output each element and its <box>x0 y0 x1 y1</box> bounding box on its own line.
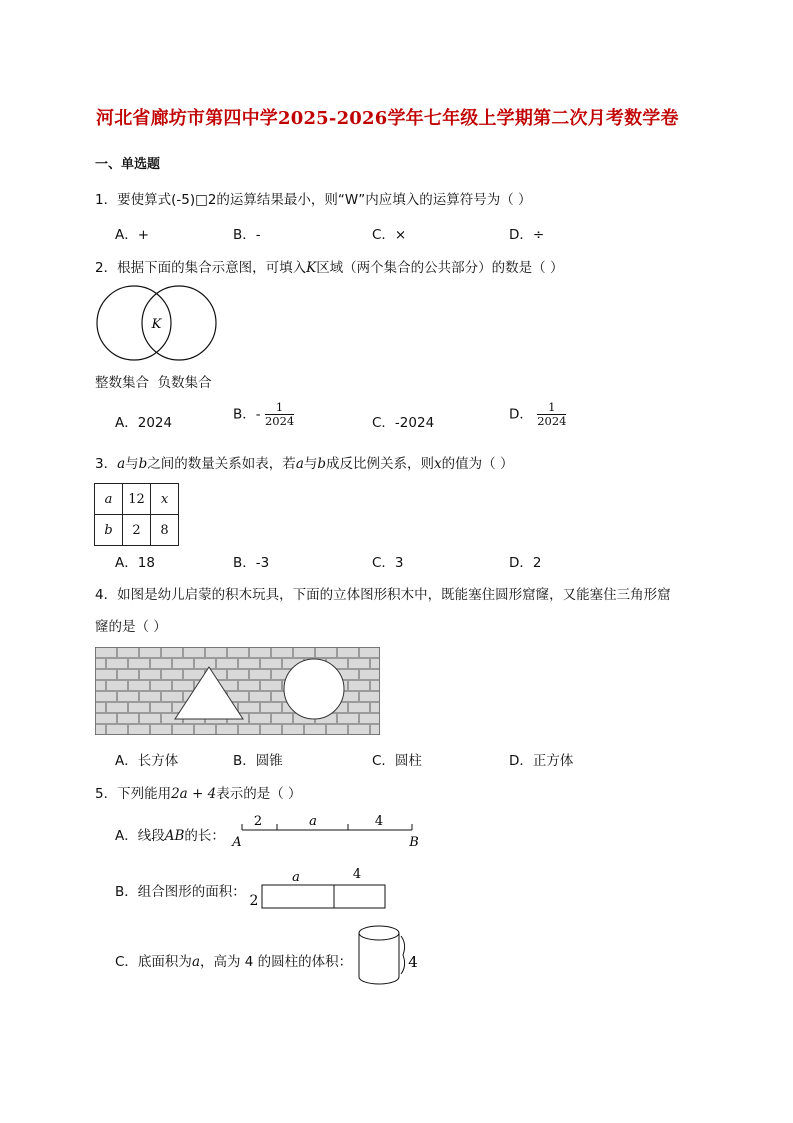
q3-text-4: 的值为（ ） <box>441 456 514 472</box>
q5-option-c-pre: C．底面积为 <box>115 954 192 970</box>
table-cell: x <box>151 484 179 515</box>
q1-option-d: D．÷ <box>509 227 545 243</box>
q5-option-a-suffix: 的长： <box>184 828 225 844</box>
q5-stem-post: 表示的是（ ） <box>216 786 302 802</box>
q1-option-a: A．+ <box>115 227 150 243</box>
q5-option-b-label: B．组合图形的面积： <box>115 884 246 900</box>
q2-option-b-numerator: 1 <box>265 401 294 415</box>
table-row <box>95 484 179 515</box>
q3-var-b: b <box>138 456 148 472</box>
q3-number: 3． <box>95 456 118 472</box>
q2-option-b <box>233 401 294 428</box>
q3-text-1: 与 <box>125 456 139 472</box>
cylinder-height-label: 4 <box>408 953 418 971</box>
q5-stem-pre: 5．下列能用 <box>95 786 172 802</box>
q2-option-d-prefix: D． <box>509 406 533 423</box>
segment-label-left: 2 <box>253 814 263 829</box>
q3-text-3: 成反比例关系，则 <box>326 456 435 472</box>
question-2-stem <box>95 256 563 276</box>
q2-option-d-fraction <box>537 401 566 428</box>
q5-option-c-var: a <box>191 954 200 970</box>
rect-side-label: 2 <box>249 893 259 909</box>
q4-option-b: B．圆锥 <box>233 753 283 769</box>
q2-stem-var: K <box>306 260 317 276</box>
question-3-stem <box>95 452 513 472</box>
section-heading: 一、单选题 <box>95 157 161 172</box>
q3-text-2: 之间的数量关系如表，若 <box>147 456 296 472</box>
venn-label-k: K <box>151 317 162 332</box>
rect-top-label-4: 4 <box>352 867 362 882</box>
table-cell: 12 <box>123 484 151 515</box>
table-cell: a <box>95 484 123 515</box>
segment-ab-figure <box>228 810 428 852</box>
q5-option-c-post: ，高为 4 的圆柱的体积： <box>200 954 353 970</box>
segment-label-right: 4 <box>374 814 384 829</box>
table-cell: b <box>95 515 123 546</box>
cylinder-figure <box>355 922 425 990</box>
venn-caption: 整数集合 负数集合 <box>95 375 212 391</box>
q2-option-d <box>509 401 566 428</box>
q5-option-c-label <box>115 950 352 970</box>
q2-option-b-prefix: B．- <box>233 406 261 423</box>
q5-option-a-label <box>115 824 225 844</box>
q3-text-1b: 与 <box>303 456 318 472</box>
q3-option-c: C．3 <box>372 555 404 571</box>
q4-option-c: C．圆柱 <box>372 753 422 769</box>
q3-option-a: A．18 <box>115 555 155 571</box>
point-a-label: A <box>232 835 242 850</box>
q3-var-a: a <box>117 456 126 472</box>
question-4-line-1: 4．如图是幼儿启蒙的积木玩具，下面的立体图形积木中，既能塞住圆形窟窿，又能塞住三角形窟 <box>95 587 671 603</box>
table-cell: 8 <box>151 515 179 546</box>
q5-expression: 2a + 4 <box>171 786 217 802</box>
q5-option-a-var: AB <box>164 828 185 844</box>
q2-stem-pre: 2．根据下面的集合示意图，可填入 <box>95 260 307 276</box>
rect-top-label-a: a <box>292 870 300 885</box>
q2-option-d-denominator: 2024 <box>537 414 567 428</box>
q3-option-b: B．-3 <box>233 555 270 571</box>
question-4-line-2: 窿的是（ ） <box>95 619 167 635</box>
table-row <box>95 515 179 546</box>
table-cell: 2 <box>123 515 151 546</box>
segment-label-mid: a <box>309 814 317 829</box>
q4-option-a: A．长方体 <box>115 753 179 769</box>
page-title: 河北省廊坊市第四中学2025-2026学年七年级上学期第二次月考数学卷 <box>96 108 679 129</box>
q4-option-d: D．正方体 <box>509 753 574 769</box>
q2-option-a: A．2024 <box>115 415 173 431</box>
q5-option-a-prefix: A．线段 <box>115 828 165 844</box>
composite-rectangle-figure <box>246 864 392 912</box>
relation-table <box>94 483 179 546</box>
q3-var-b-2: b <box>317 456 327 472</box>
q2-option-c: C．-2024 <box>372 415 435 431</box>
q3-option-d: D．2 <box>509 555 542 571</box>
question-1-stem: 1．要使算式(-5)□2的运算结果最小，则“W”内应填入的运算符号为（ ） <box>95 192 532 208</box>
point-b-label: B <box>409 835 419 850</box>
q2-option-d-numerator: 1 <box>537 401 566 415</box>
q3-var-a-2: a <box>295 456 304 472</box>
q2-stem-post: 区域（两个集合的公共部分）的数是（ ） <box>316 260 564 276</box>
q2-option-b-denominator: 2024 <box>264 414 295 428</box>
q1-option-b: B．- <box>233 227 261 243</box>
brick-wall-figure <box>95 647 380 735</box>
q2-option-b-fraction <box>265 401 294 428</box>
question-5-stem <box>95 782 302 802</box>
q1-option-c: C．× <box>372 227 407 243</box>
venn-diagram <box>94 285 220 363</box>
q3-var-x: x <box>434 456 442 472</box>
